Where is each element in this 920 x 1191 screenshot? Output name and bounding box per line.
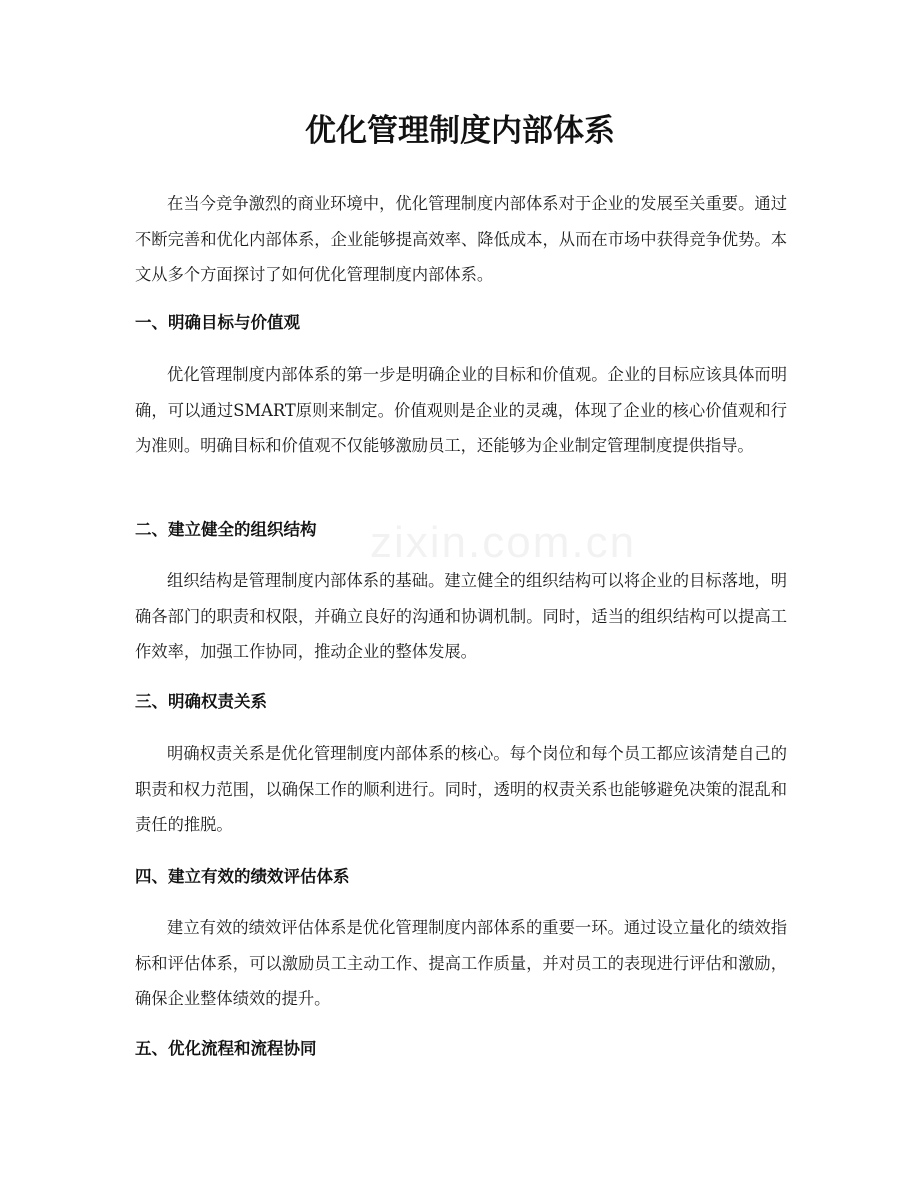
section-body-4: 建立有效的绩效评估体系是优化管理制度内部体系的重要一环。通过设立量化的绩效指标和评估体系，可以激励员工主动工作、提高工作质量，并对员工的表现进行评估和激励，确保企业整体绩效的提升。 xyxy=(135,918,787,1008)
section-heading-5: 五、优化流程和流程协同 xyxy=(135,1039,317,1058)
section-heading-2: 二、建立健全的组织结构 xyxy=(135,520,317,539)
section-heading-4: 四、建立有效的绩效评估体系 xyxy=(135,867,350,886)
watermark: zixin.com.cn xyxy=(370,518,637,567)
intro-paragraph: 在当今竞争激烈的商业环境中，优化管理制度内部体系对于企业的发展至关重要。通过不断完善和优化内部体系，企业能够提高效率、降低成本，从而在市场中获得竞争优势。本文从多个方面探讨了如何优化管理制度内部体系。 xyxy=(135,194,787,284)
section-body-1: 优化管理制度内部体系的第一步是明确企业的目标和价值观。企业的目标应该具体而明确，可以通过SMART原则来制定。价值观则是企业的灵魂，体现了企业的核心价值观和行为准则。明确目标和价值观不仅能够激励员工，还能够为企业制定管理制度提供指导。 xyxy=(135,365,787,455)
section-heading-3: 三、明确权责关系 xyxy=(135,692,267,711)
section-body-2: 组织结构是管理制度内部体系的基础。建立健全的组织结构可以将企业的目标落地，明确各部门的职责和权限，并确立良好的沟通和协调机制。同时，适当的组织结构可以提高工作效率，加强工作协同，推动企业的整体发展。 xyxy=(135,571,787,661)
section-heading-1: 一、明确目标与价值观 xyxy=(135,313,300,332)
section-body-3: 明确权责关系是优化管理制度内部体系的核心。每个岗位和每个员工都应该清楚自己的职责和权力范围，以确保工作的顺利进行。同时，透明的权责关系也能够避免决策的混乱和责任的推脱。 xyxy=(135,744,787,834)
document-title: 优化管理制度内部体系 xyxy=(305,113,615,149)
